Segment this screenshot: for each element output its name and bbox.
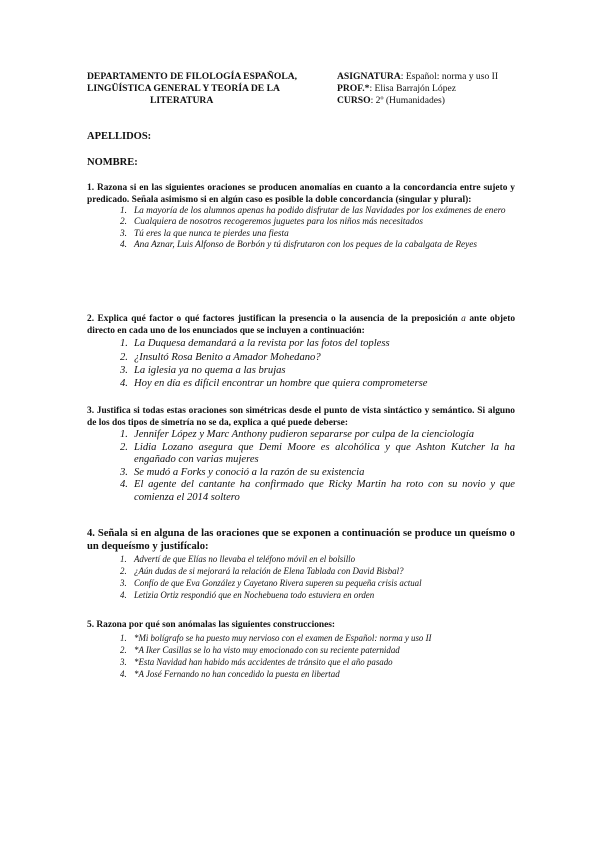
- question-4: [87, 528, 515, 601]
- list-item: 1. *Mi bolígrafo se ha puesto muy nervioso con el examen de Español: norma y uso II: [120, 632, 432, 643]
- course-line: [337, 95, 537, 107]
- list-item: 4. Ana Aznar, Luis Alfonso de Borbón y tú disfrutaron con los peques de la cabalgata de Reyes: [120, 239, 478, 250]
- subject-label: ASIGNATURA: [337, 71, 401, 82]
- question-title: 5. Razona por qué son anómalas las siguientes construcciones:: [87, 620, 336, 630]
- question-items: [87, 429, 515, 504]
- department-line: LITERATURA: [150, 95, 214, 106]
- professor-label: PROF.*: [337, 83, 370, 94]
- question-title: 1. Razona si en las siguientes oraciones se producen anomalías en cuanto a la concordancia entre sujeto y predicado. Señala asimismo si en algún caso es posible la doble concordancia (singular y plural):: [87, 183, 515, 205]
- list-item: 1. Advertí de que Elías no llevaba el teléfono móvil en el bolsillo: [120, 554, 356, 564]
- nombre-field-label: NOMBRE:: [87, 157, 138, 168]
- question-title: 3. Justifica si todas estas oraciones son simétricas desde el punto de vista sintáctico y semántico. Si alguno de los dos tipos de simetría no se da, explica a qué puede deberse:: [87, 406, 515, 428]
- question-items: [87, 206, 515, 251]
- department-line: DEPARTAMENTO DE FILOLOGÍA ESPAÑOLA,: [87, 71, 298, 82]
- question-3: [87, 406, 515, 504]
- list-item: 3. *Esta Navidad han habido más accidentes de tránsito que el año pasado: [120, 656, 393, 667]
- apellidos-field-label: APELLIDOS:: [87, 131, 152, 142]
- list-item: 4. El agente del cantante ha confirmado que Ricky Martin ha roto con su novio y que comienza el 2014 soltero: [120, 479, 515, 503]
- department-line: LINGÜÍSTICA GENERAL Y TEORÍA DE LA: [87, 83, 280, 94]
- question-1: [87, 183, 515, 251]
- list-item: 1. Jennifer López y Marc Anthony pudieron separarse por culpa de la cienciología: [120, 429, 475, 441]
- list-item: 2. ¿Aún dudas de si mejorará la relación de Elena Tablada con David Bisbal?: [120, 566, 404, 577]
- question-5: [87, 620, 515, 680]
- list-item: 2. *A Iker Casillas se lo ha visto muy emocionado con su reciente paternidad: [120, 644, 400, 655]
- course-label: CURSO: [337, 95, 371, 106]
- department-block: [87, 71, 332, 107]
- subject-value: : Español: norma y uso II: [400, 71, 499, 82]
- professor-line: [337, 83, 537, 95]
- list-item: 1. La Duquesa demandará a la revista por las fotos del topless: [120, 338, 390, 350]
- list-item: 2. Cualquiera de nosotros recogeremos juguetes para los niños más necesitados: [120, 217, 423, 228]
- list-item: 3. Confío de que Eva González y Cayetano Rivera superen su pequeña crisis actual: [120, 578, 422, 589]
- question-2: [87, 314, 515, 391]
- list-item: 3. Tú eres la que nunca te pierdes una fiesta: [120, 228, 289, 239]
- list-item: 1. La mayoría de los alumnos apenas ha podido disfrutar de las Navidades por los exámenes de enero: [120, 206, 506, 217]
- list-item: 2. ¿Insultó Rosa Benito a Amador Mohedano?: [120, 351, 321, 363]
- list-item: 3. La iglesia ya no quema a las brujas: [120, 365, 286, 376]
- list-item: 4. *A José Fernando no han concedido la puesta en libertad: [120, 668, 340, 679]
- question-items: [87, 553, 515, 601]
- list-item: 3. Se mudó a Forks y conoció a la razón de su existencia: [120, 466, 365, 478]
- subject-line: [337, 71, 537, 83]
- question-title: 2. Explica qué factor o qué factores justifican la presencia o la ausencia de la preposición a ante objeto directo en cada uno de los enunciados que se incluyen a continuación:: [87, 314, 516, 336]
- list-item: 4. Letizia Ortiz respondió que en Nochebuena todo estuviera en orden: [120, 590, 375, 601]
- professor-value: : Elisa Barrajón López: [369, 83, 457, 94]
- course-value: : 2º (Humanidades): [370, 95, 445, 106]
- list-item: 2. Lidia Lozano asegura que Demi Moore es alcohólica y que Ashton Kutcher la ha engañado con varias mujeres: [120, 441, 515, 466]
- list-item: 4. Hoy en día es difícil encontrar un hombre que quiera comprometerse: [120, 378, 428, 390]
- question-items: [87, 337, 515, 391]
- course-info-block: [337, 71, 537, 107]
- question-title: 4. Señala si en alguna de las oraciones que se exponen a continuación se produce un queísmo o un dequeísmo y justifícalo:: [87, 528, 515, 552]
- question-items: [87, 632, 515, 680]
